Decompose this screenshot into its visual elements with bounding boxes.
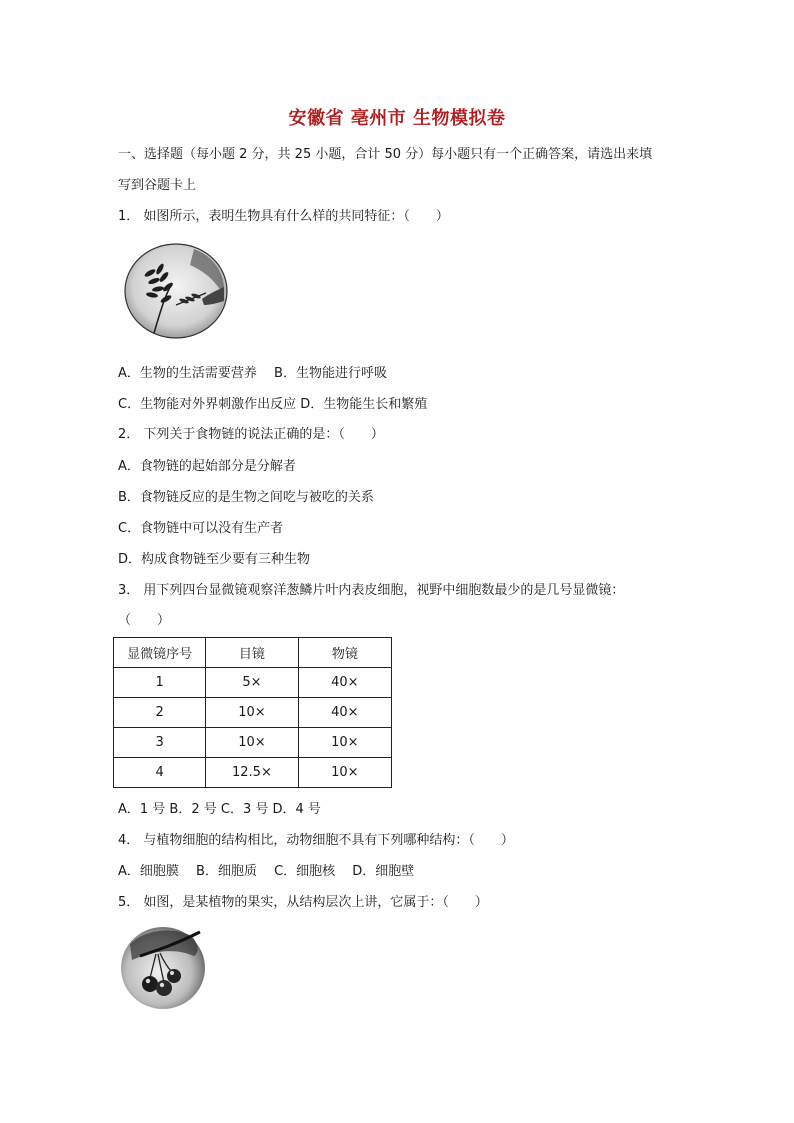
page-title: 安徽省 亳州市 生物模拟卷 — [288, 108, 506, 129]
table-header-cell: 显微镜序号 — [114, 638, 206, 668]
table-cell: 1 — [114, 668, 206, 698]
microscope-table — [113, 637, 392, 788]
question-4-options: A．细胞膜 B．细胞质 C．细胞核 D．细胞壁 — [118, 864, 415, 879]
table-header-row — [114, 638, 392, 668]
question-2-option-c: C．食物链中可以没有生产者 — [118, 521, 284, 536]
table-cell: 10× — [298, 758, 391, 788]
question-4-stem: 4． 与植物细胞的结构相比，动物细胞不具有下列哪种结构：（ ） — [118, 833, 514, 848]
question-2-option-a: A．食物链的起始部分是分解者 — [118, 459, 296, 474]
question-3-options: A．1 号 B．2 号 C．3 号 D．4 号 — [118, 802, 321, 817]
table-header-cell: 目镜 — [206, 638, 298, 668]
table-cell: 10× — [298, 728, 391, 758]
section-instructions-line-2: 写到谷题卡上 — [118, 178, 197, 193]
table-cell: 4 — [114, 758, 206, 788]
question-5-stem: 5． 如图，是某植物的果实，从结构层次上讲，它属于：（ ） — [118, 895, 488, 910]
table-cell: 3 — [114, 728, 206, 758]
table-cell: 5× — [206, 668, 298, 698]
table-row — [114, 668, 392, 698]
table-cell: 40× — [298, 668, 391, 698]
question-1-option-line-1: A．生物的生活需要营养 B．生物能进行呼吸 — [118, 366, 387, 381]
mimosa-touch-image — [124, 243, 228, 339]
table-row — [114, 698, 392, 728]
question-2-option-d: D．构成食物链至少要有三种生物 — [118, 552, 311, 567]
table-header-cell: 物镜 — [298, 638, 391, 668]
table-cell: 12.5× — [206, 758, 298, 788]
table-cell: 2 — [114, 698, 206, 728]
question-1-option-line-2: C．生物能对外界刺激作出反应 D．生物能生长和繁殖 — [118, 397, 428, 412]
question-3-stem: 3． 用下列四台显微镜观察洋葱鳞片叶内表皮细胞，视野中细胞数最少的是几号显微镜： — [118, 583, 625, 598]
table-cell: 10× — [206, 698, 298, 728]
table-cell: 10× — [206, 728, 298, 758]
table-row — [114, 728, 392, 758]
question-1-stem: 1． 如图所示，表明生物具有什么样的共同特征：（ ） — [118, 209, 449, 224]
table-cell: 40× — [298, 698, 391, 728]
question-3-stem-continued: （ ） — [118, 613, 171, 628]
question-2-stem: 2． 下列关于食物链的说法正确的是：（ ） — [118, 427, 384, 442]
section-instructions-line-1: 一、选择题（每小题 2 分，共 25 小题，合计 50 分）每小题只有一个正确答案，请选出来填 — [118, 147, 653, 162]
fruit-image — [120, 926, 206, 1010]
table-row — [114, 758, 392, 788]
question-2-option-b: B．食物链反应的是生物之间吃与被吃的关系 — [118, 490, 374, 505]
